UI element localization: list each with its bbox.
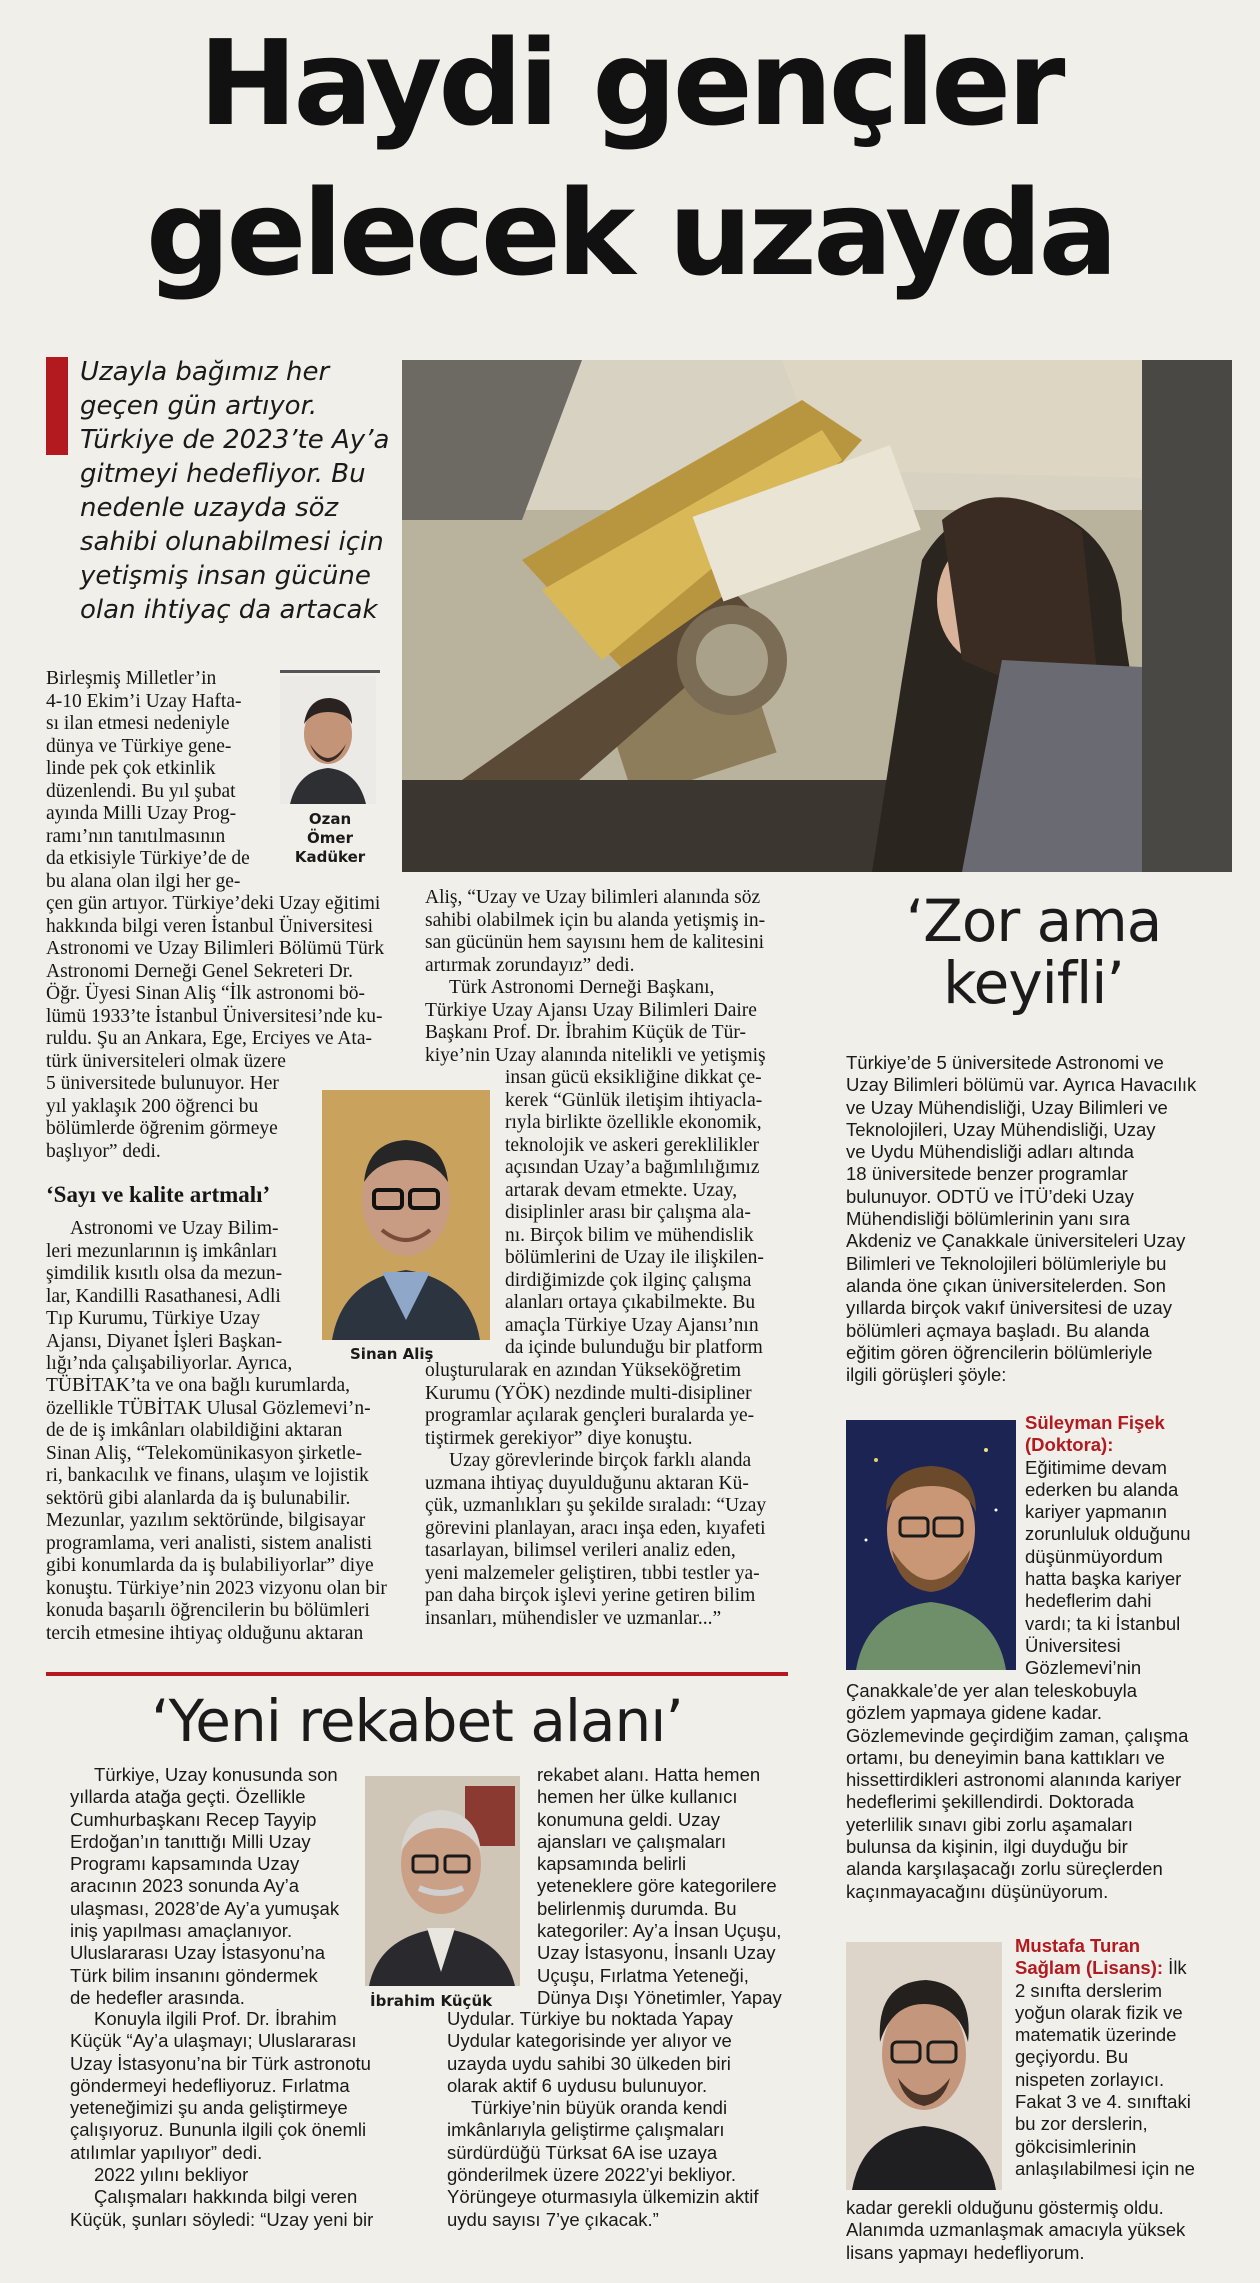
text-line: imkânlarıyla geliştirme çalışmaları <box>447 2119 725 2141</box>
main-col1b-narrow <box>46 1218 316 1376</box>
text-line: ulaşması, 2028’de Ay’a yumuşak <box>70 1897 340 1919</box>
text-line: vardı; ta ki İstanbul <box>1025 1612 1181 1634</box>
text-line: bu zor derslerin, <box>1015 2113 1148 2135</box>
text-line: gönderilmek üzere 2022’yi bekliyor. <box>447 2164 736 2186</box>
suleyman-fisek-narrow <box>1025 1412 1235 1680</box>
text-line: Sinan Aliş, “Telekomünikasyon şirketle- <box>46 1442 362 1464</box>
text-line: Çalışmaları hakkında bilgi veren <box>94 2186 358 2208</box>
ibrahim-kucuk-photo <box>365 1776 520 1986</box>
text-line: nı. Birçok bilim ve mühendislik <box>505 1224 754 1246</box>
text-line: Tıp Kurumu, Türkiye Uzay <box>46 1308 261 1329</box>
text-line: yeni malzemeler geliştiren, tıbbi testler ya- <box>425 1562 760 1584</box>
text-line: uzmana ihtiyaç duyulduğunu aktaran Kü- <box>425 1472 749 1494</box>
mustafa-saglam-photo <box>846 1942 1002 2190</box>
text-line: ramı’nın tanıtılmasının <box>46 825 226 847</box>
text-line: sı ilan etmesi nedeniyle <box>46 713 230 734</box>
suleyman-fisek-wide <box>846 1680 1231 1903</box>
text-line: pan daha birçok işlevi yerine getiren bilim <box>425 1585 756 1606</box>
text-line: ve Uzay Mühendisliği, Uzay Bilimleri ve <box>846 1096 1168 1118</box>
text-line: kiye’nin Uzay alanında nitelikli ve yetişmiş <box>425 1044 766 1066</box>
mustafa-saglam-portrait-illustration <box>846 1942 1002 2190</box>
main-col1-intro <box>46 668 272 893</box>
text-line: Mezunlar, yazılım sektöründe, bilgisayar <box>46 1510 366 1531</box>
text-line: Birleşmiş Milletler’in <box>46 668 217 689</box>
text-line: 4-10 Ekim’i Uzay Hafta- <box>46 690 242 712</box>
text-line: zorunluluk olduğunu <box>1025 1523 1191 1545</box>
text-line: ilgili görüşleri şöyle: <box>846 1364 1007 1386</box>
text-line: bölümlerde öğrenim görmeye <box>46 1118 278 1139</box>
text-line: Uluslararası Uzay İstasyonu’na <box>70 1942 325 1964</box>
text-line: konuda başarılı öğrencilerin bu bölümleri <box>46 1600 370 1621</box>
text-line: Dünya Dışı Yönetimler, Yapay <box>537 1986 782 2008</box>
text-line: ortamı, bu deneyimin bana kattıkları ve <box>846 1746 1165 1768</box>
text-line: Programı kapsamında Uzay <box>70 1853 300 1875</box>
text-line: Ajansı, Diyanet İşleri Başkan- <box>46 1330 283 1352</box>
spot-text: Uzayla bağımız her geçen gün artıyor. Türkiye de 2023’te Ay’a gitmeyi hedefliyor. Bu nedenle uzayda söz sahibi olunabilmesi için yetişmiş insan gücüne olan ihtiyaç da artacak <box>80 357 390 625</box>
text-line: Mühendisliği bölümlerinin yanı sıra <box>846 1208 1130 1230</box>
text-line: göndermeyi hedefliyoruz. Fırlatma <box>70 2074 350 2096</box>
text-line: ajansları ve çalışmaları <box>537 1830 727 1852</box>
box-right-intro <box>846 1052 1231 1386</box>
text-line: san gücünün hem sayısını hem de kalitesini <box>425 932 765 953</box>
text-line: Küçük, şunları söyledi: “Uzay yeni bir <box>70 2208 374 2230</box>
text-line: TÜBİTAK’ta ve ona bağlı kurumlarda, <box>46 1375 351 1396</box>
text-line: olarak aktif 6 uydusu bulunuyor. <box>447 2074 708 2096</box>
text-line: de de iş imkânları olabildiğini aktaran <box>46 1420 343 1441</box>
box-right-title-line-2: keyifli’ <box>943 949 1124 1017</box>
text-line: eğitim gören öğrencilerin bölümleriyle <box>846 1341 1153 1363</box>
subhead-sayi-ve-kalite: ‘Sayı ve kalite artmalı’ <box>46 1182 271 1207</box>
text-line: Uydular. Türkiye bu noktada Yapay <box>447 2008 733 2029</box>
box-bottom-title: ‘Yeni rekabet alanı’ <box>151 1687 683 1755</box>
text-line: Uzay İstasyonu, İnsanlı Uzay <box>537 1942 776 1964</box>
text-line: Alanımda uzmanlaşmak amacıyla yüksek <box>846 2219 1186 2241</box>
text-line: insan gücü eksikliğine dikkat çe- <box>505 1067 762 1088</box>
ibrahim-kucuk-portrait-illustration <box>365 1776 520 1986</box>
text-line: Çanakkale’de yer alan teleskobuyla <box>846 1680 1138 1701</box>
text-line: hedeflerimi şekillendirdi. Doktorada <box>846 1791 1134 1813</box>
text-line: ri, bankacılık ve finans, ulaşım ve lojistik <box>46 1465 369 1486</box>
headline-line-2: gelecek uzayda <box>145 164 1115 302</box>
box-bottom-col1-narrow <box>70 1764 370 2009</box>
text-line: yıllarda atağa geçti. Özellikle <box>70 1786 306 1808</box>
text-line: hemen her ülke kullanıcı <box>537 1786 738 1808</box>
text-line: teknolojik ve askeri gereklilikler <box>505 1134 759 1156</box>
text-line: Uçuşu, Fırlatma Yeteneği, <box>537 1964 749 1986</box>
text-line: Türkiye Uzay Ajansı Uzay Bilimleri Daire <box>425 999 757 1021</box>
text-line: hatta başka kariyer <box>1025 1568 1182 1590</box>
text-line: hissettirdikleri astronomi alanında kariyer <box>846 1769 1182 1791</box>
headline <box>30 8 1230 308</box>
main-col1-wide <box>46 893 396 1073</box>
text-line: uydu sayısı 7’ye çıkacak.” <box>447 2208 659 2230</box>
suleyman-fisek-photo <box>846 1420 1016 1670</box>
text-line: çalışıyoruz. Bununla ilgili çok önemli <box>70 2119 367 2141</box>
text-line: yoğun olarak fizik ve <box>1015 2001 1183 2023</box>
text-line: Fakat 3 ve 4. sınıftaki <box>1015 2091 1191 2113</box>
text-line: düşünmüyordum <box>1025 1545 1163 1567</box>
box-right-title-line-1: ‘Zor ama <box>905 887 1162 955</box>
box-bottom-subhead: 2022 yılını bekliyor <box>94 2164 249 2186</box>
text-line: ve Uydu Mühendisliği adları altında <box>846 1141 1134 1163</box>
text-line: lığı’nda çalışabiliyorlar. Ayrıca, <box>46 1353 293 1374</box>
text-line: sürdürdüğü Türksat 6A ise uzaya <box>447 2141 718 2163</box>
text-line: yıl yaklaşık 200 öğrenci bu <box>46 1095 259 1117</box>
box-bottom-col1-wide <box>70 2008 430 2231</box>
sinan-alis-portrait-illustration <box>322 1090 490 1340</box>
text-line: başlıyor” dedi. <box>46 1140 161 1162</box>
author-caption <box>280 810 380 867</box>
text-line: 5 üniversitede bulunuyor. Her <box>46 1073 279 1094</box>
text-line: Türk bilim insanını göndermek <box>70 1964 318 1986</box>
text-line: Üniversitesi <box>1025 1634 1121 1656</box>
text-line: kategoriler: Ay’a İnsan Uçuşu, <box>537 1920 782 1942</box>
text-line: amaçla Türkiye Uzay Ajansı’nın <box>505 1314 759 1336</box>
text-line: Eğitimime devam <box>1025 1456 1167 1478</box>
mustafa-saglam-narrow <box>1015 1935 1235 2180</box>
box-right-title <box>836 887 1231 1017</box>
text-line: Gözlemevinde geçirdiğim zaman, çalışma <box>846 1724 1189 1746</box>
box-bottom-col2-wide <box>447 2008 797 2231</box>
text-line: dirdiğimizde çok ilginç çalışma <box>505 1269 752 1291</box>
text-line: sektörü gibi alanlarda da iş bulunabilir. <box>46 1487 351 1509</box>
text-line: linde pek çok etkinlik <box>46 758 216 779</box>
text-line: dünya ve Türkiye gene- <box>46 735 232 757</box>
mustafa-saglam-wide <box>846 2197 1231 2264</box>
text-line: Astronomi Derneği Genel Sekreteri Dr. <box>46 960 354 982</box>
text-line: de hedefler arasında. <box>70 1986 245 2008</box>
text-line: matematik üzerinde <box>1015 2024 1177 2046</box>
text-line: anlaşılabilmesi için ne <box>1015 2157 1195 2179</box>
spot-accent-bar <box>46 357 68 455</box>
text-line: Türkiye, Uzay konusunda son <box>94 1764 338 1785</box>
text-line: bu alana olan ilgi her ge- <box>46 870 241 892</box>
mustafa-saglam-degree: Sağlam (Lisans): <box>1015 1957 1164 1979</box>
text-line: Türkiye’nin büyük oranda kendi <box>471 2097 728 2119</box>
text-line: Astronomi ve Uzay Bilimleri Bölümü Türk <box>46 938 385 959</box>
text-line: lar, Kandilli Rasathanesi, Adli <box>46 1285 281 1307</box>
text-fragment: İlk <box>1163 1957 1187 1979</box>
text-line: kerek “Günlük iletişim ihtiyacla- <box>505 1089 763 1111</box>
suleyman-fisek-name: Süleyman Fişek <box>1025 1412 1165 1433</box>
text-line: düzenlendi. Bu yıl şubat <box>46 780 236 802</box>
text-line: lisans yapmayı hedefliyorum. <box>846 2241 1085 2263</box>
author-name-line-1: Ozan <box>308 810 352 828</box>
text-line: programlar açılarak gençleri buralarda ye- <box>425 1405 755 1426</box>
telescope-photo <box>402 360 1232 872</box>
headline-line-1: Haydi gençler <box>198 14 1062 152</box>
text-line: Cumhurbaşkanı Recep Tayyip <box>70 1808 317 1830</box>
box-bottom-col2-narrow <box>537 1764 797 2009</box>
text-line: Bilimleri ve Teknolojileri bölümleriyle bu <box>846 1252 1167 1274</box>
text-line: türk üniversiteleri olmak üzere <box>46 1050 286 1072</box>
text-line: yeteneğimizi şu anda geliştirmeye <box>70 2097 348 2119</box>
text-line: açısından Uzay’a bağımlılığımız <box>505 1157 760 1178</box>
text-line: Küçük “Ay’a ulaşmayı; Uluslararası <box>70 2030 357 2052</box>
text-line: yeterlilik sınavı gibi zorlu aşamaları <box>846 1813 1133 1835</box>
text-line: bulunuyor. ODTÜ ve İTÜ’deki Uzay <box>846 1185 1134 1207</box>
text-line: çen gün artıyor. Türkiye’deki Uzay eğitimi <box>46 893 381 914</box>
text-line: belirlenmiş durumda. Bu <box>537 1897 737 1919</box>
text-line: tasarlayan, bilimsel verileri analiz eden, <box>425 1540 736 1561</box>
text-line: atılımlar yapılıyor” dedi. <box>70 2141 263 2163</box>
text-line: alanları ortaya çıkabilmekte. Bu <box>505 1292 756 1313</box>
text-line: Konuyla ilgili Prof. Dr. İbrahim <box>94 2008 337 2029</box>
text-line: şimdilik kısıtlı olsa da mezun- <box>46 1263 283 1284</box>
box-bottom-red-rule <box>46 1672 788 1676</box>
main-col1-narrow-end <box>46 1073 316 1163</box>
text-line: Uzay İstasyonu’na bir Türk astronotu <box>70 2052 371 2074</box>
author-name-line-2: Ömer <box>307 829 353 847</box>
text-line: sahibi olabilmek için bu alanda yetişmiş in- <box>425 909 766 931</box>
text-line: kariyer yapmanın <box>1025 1501 1167 1523</box>
text-line: yeteneklere göre kategorilere <box>537 1875 777 1897</box>
text-line: alanda karşılaşacağı zorlu süreçlerden <box>846 1858 1163 1880</box>
text-line: tercih etmesine ihtiyaç olduğunu aktaran <box>46 1622 364 1644</box>
text-line: kapsamında belirli <box>537 1853 687 1875</box>
text-line: insanları, mühendisler ve uzmanlar...” <box>425 1607 722 1629</box>
text-line: artırmak zorundayız” dedi. <box>425 954 635 976</box>
text-line: nispeten zorlayıcı. <box>1015 2068 1165 2090</box>
suleyman-fisek-degree: (Doktora): <box>1025 1434 1114 1456</box>
text-line: kadar gerekli olduğunu göstermiş oldu. <box>846 2197 1164 2218</box>
text-line: yıllarda birçok vakıf üniversitesi de uzay <box>846 1297 1172 1319</box>
text-line: Gözlemevi’nin <box>1025 1657 1142 1679</box>
author-rule <box>280 670 380 673</box>
text-line: ruldu. Şu an Ankara, Ege, Erciyes ve Ata- <box>46 1028 372 1049</box>
text-line: bölümlerini de Uzay ile ilişkilen- <box>505 1247 764 1268</box>
text-line: Aliş, “Uzay ve Uzay bilimleri alanında söz <box>425 887 761 908</box>
text-line: da etkisiyle Türkiye’de de <box>46 848 250 869</box>
text-line: 18 üniversitede benzer programlar <box>846 1163 1128 1185</box>
text-line: aracının 2023 sonunda Ay’a <box>70 1875 300 1897</box>
text-line: lümü 1933’te İstanbul Üniversitesi’nde ku- <box>46 1005 383 1027</box>
text-line: bölümleri açmaya başladı. Bu alanda <box>846 1319 1150 1341</box>
text-line: bulunsa da kişinin, ilgi duyduğu bir <box>846 1836 1128 1858</box>
author-photo <box>280 676 376 804</box>
text-line: gözlem yapmaya gidene kadar. <box>846 1702 1103 1724</box>
text-line: gökcisimlerinin <box>1015 2135 1137 2157</box>
suleyman-fisek-portrait-illustration <box>846 1420 1016 1670</box>
text-line: Türkiye’de 5 üniversitede Astronomi ve <box>846 1052 1164 1073</box>
text-line: rıyla birlikte özellikle ekonomik, <box>505 1112 762 1133</box>
text-line: hakkında bilgi veren İstanbul Üniversitesi <box>46 915 374 937</box>
text-line: Akdeniz ve Çanakkale üniversiteleri Uzay <box>846 1230 1186 1252</box>
text-line: Uzay görevlerinde birçok farklı alanda <box>449 1450 752 1471</box>
main-col2-top <box>425 887 810 1067</box>
text-line: konuştu. Türkiye’nin 2023 vizyonu olan bir <box>46 1577 387 1599</box>
text-line: Türk Astronomi Derneği Başkanı, <box>449 977 715 998</box>
text-line: tiştirmek gerekiyor” diye konuştu. <box>425 1427 693 1449</box>
text-line: Başkanı Prof. Dr. İbrahim Küçük de Tür- <box>425 1022 746 1043</box>
text-line: Uydular kategorisinde yer alıyor ve <box>447 2030 732 2052</box>
text-line: çük, uzmanlıkları şu şekilde sıraladı: “Uzay <box>425 1495 767 1516</box>
author-portrait-illustration <box>280 676 376 804</box>
text-line: Erdoğan’ın tanıttığı Milli Uzay <box>70 1830 311 1852</box>
text-line: Öğr. Üyesi Sinan Aliş “İlk astronomi bö- <box>46 983 366 1004</box>
text-line: ederken bu alanda <box>1025 1478 1179 1500</box>
text-line: özellikle TÜBİTAK Ulusal Gözlemevi’n- <box>46 1397 371 1419</box>
text-line: 2 sınıfta derslerim <box>1015 1979 1163 2001</box>
text-line: hedeflerim dahi <box>1025 1590 1152 1612</box>
text-line: leri mezunlarının iş imkânları <box>46 1240 278 1262</box>
text-line: programlama, veri analisti, sistem analisti <box>46 1532 372 1554</box>
text-line: rekabet alanı. Hatta hemen <box>537 1764 761 1785</box>
text-line: uzayda uydu sahibi 30 ülkeden biri <box>447 2052 731 2074</box>
text-line: Yörüngeye oturmasıyla ülkemizin aktif <box>447 2186 759 2208</box>
mustafa-saglam-name: Mustafa Turan <box>1015 1935 1141 1956</box>
text-line: gibi konumlarda da iş bulabiliyorlar” diye <box>46 1555 374 1576</box>
text-line: alanda öne çıkan üniversitelerden. Son <box>846 1274 1166 1296</box>
author-name-line-3: Kadüker <box>294 848 366 866</box>
sinan-alis-photo <box>322 1090 490 1340</box>
text-line: geçiyordu. Bu <box>1015 2046 1129 2068</box>
text-line: Uzay Bilimleri bölümü var. Ayrıca Havacılık <box>846 1074 1197 1096</box>
text-line: artarak devam etmekte. Uzay, <box>505 1179 738 1201</box>
main-col2-mid <box>505 1067 810 1360</box>
text-line: Teknolojileri, Uzay Mühendisliği, Uzay <box>846 1118 1156 1140</box>
text-line: kaçınmayacağını düşünüyorum. <box>846 1880 1109 1902</box>
ibrahim-kucuk-caption: İbrahim Küçük <box>370 1992 493 2010</box>
text-line: da içinde bulunduğu bir platform <box>505 1337 763 1358</box>
main-col2-bottom <box>425 1360 810 1630</box>
telescope-illustration <box>402 360 1232 872</box>
text-line: görevini planlayan, aracı inşa eden, kıyafeti <box>425 1517 766 1539</box>
main-col1b-wide <box>46 1375 406 1645</box>
text-line: ayında Milli Uzay Prog- <box>46 803 237 824</box>
text-line: iniş yapılması amaçlanıyor. <box>70 1920 293 1942</box>
sinan-alis-caption: Sinan Aliş <box>350 1345 434 1363</box>
text-line: oluşturularak en azından Yükseköğretim <box>425 1360 742 1381</box>
text-line: Kurumu (YÖK) nezdinde multi-disipliner <box>425 1382 752 1404</box>
text-line: Astronomi ve Uzay Bilim- <box>70 1218 279 1239</box>
text-line: konumuna geldi. Uzay <box>537 1808 721 1830</box>
text-line: disiplinler arası bir çalışma ala- <box>505 1202 751 1223</box>
